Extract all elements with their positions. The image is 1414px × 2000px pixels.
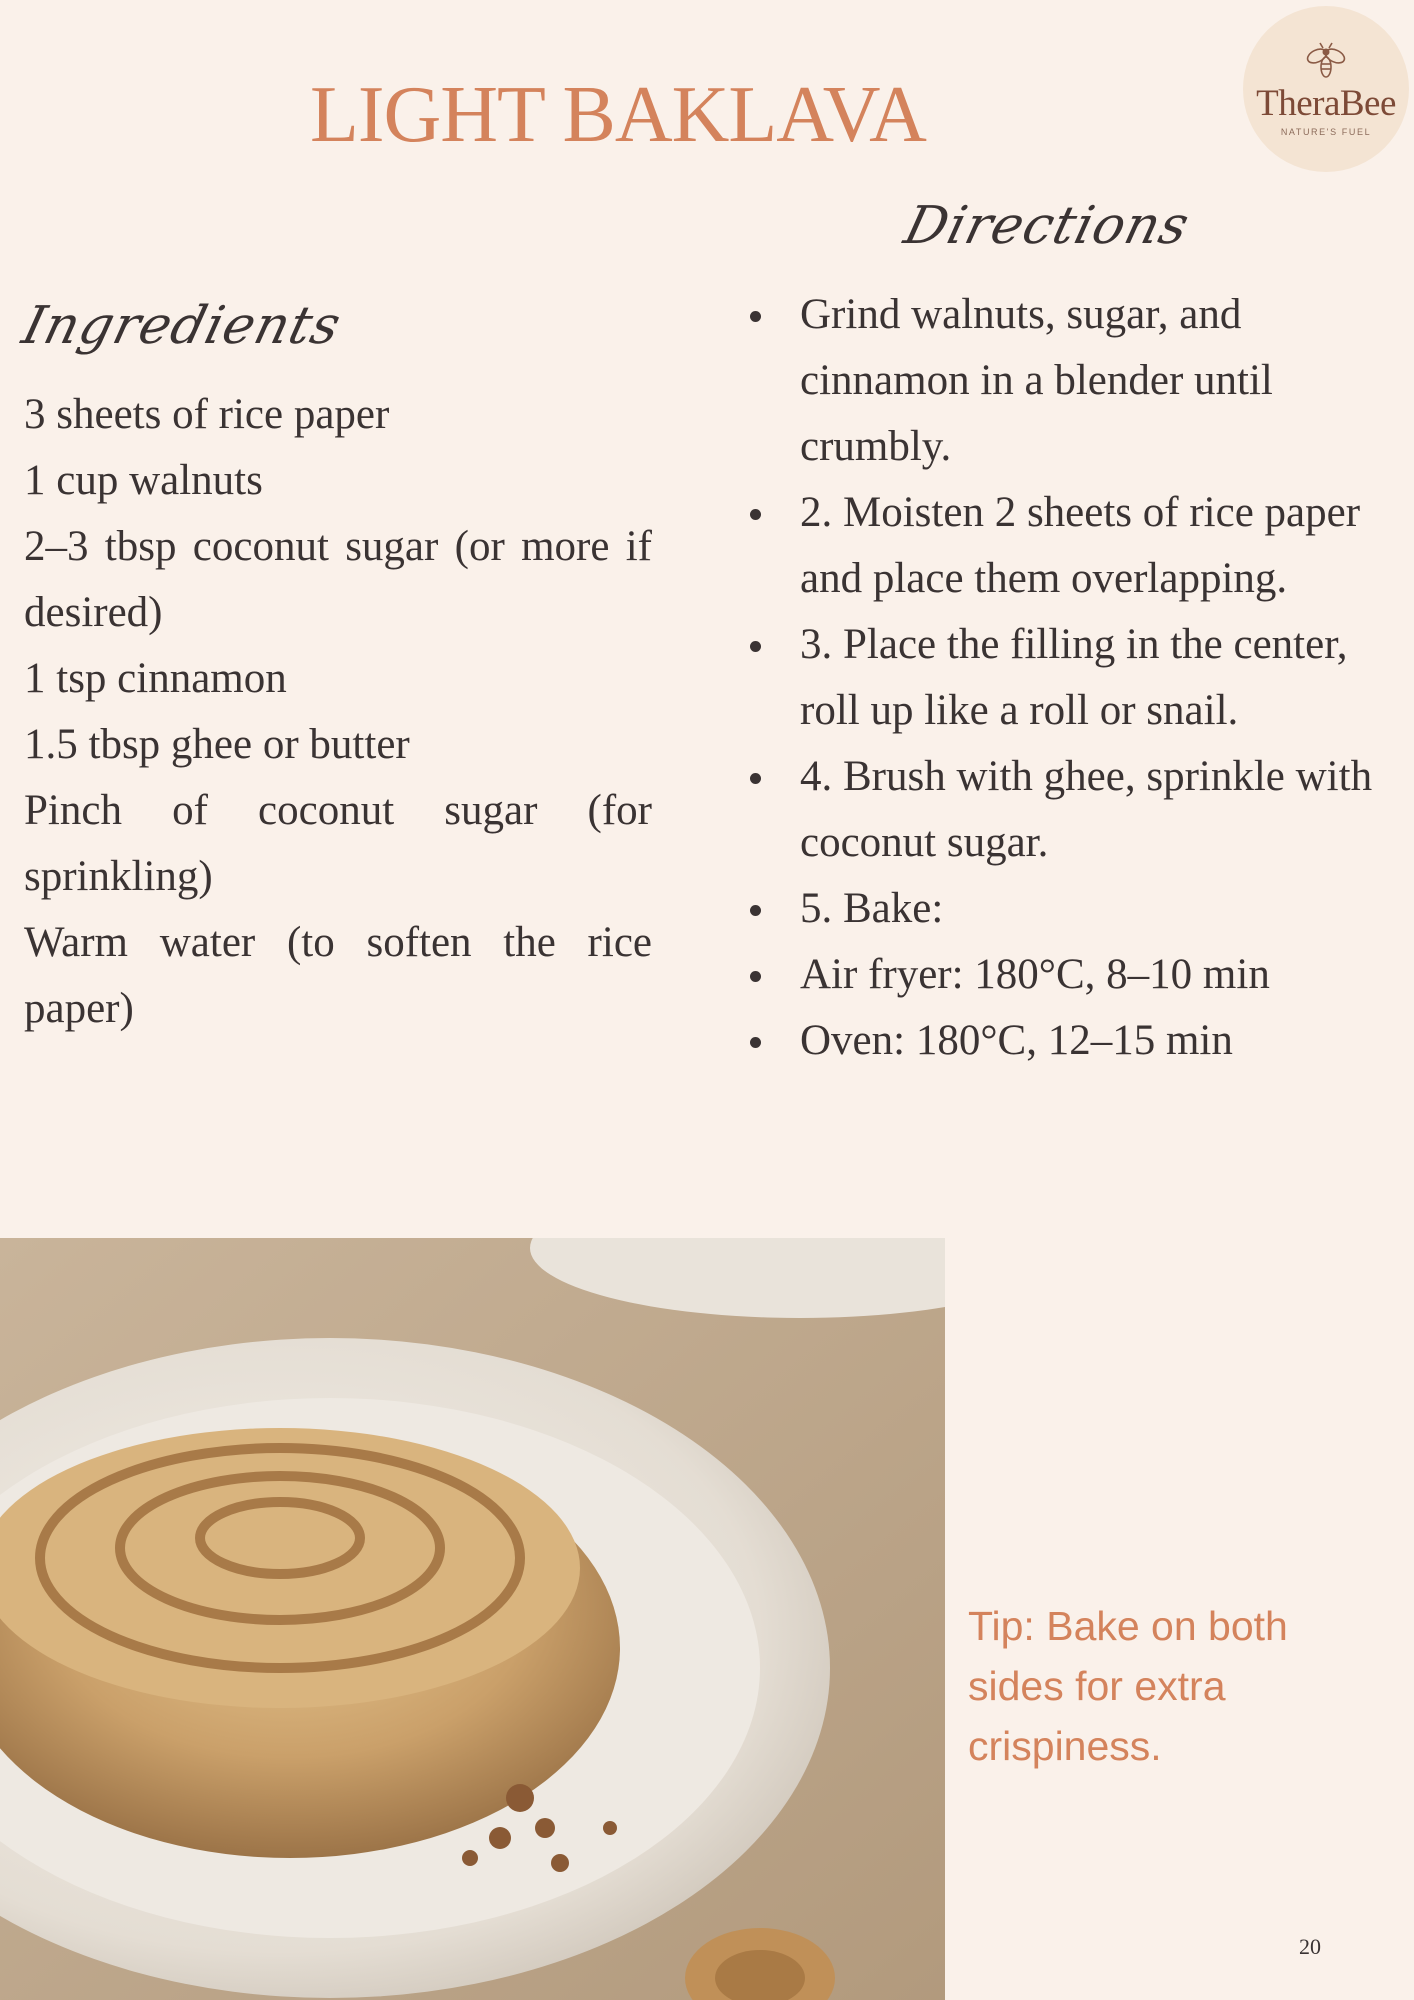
tip-text: Tip: Bake on both sides for extra crispiness. (968, 1603, 1288, 1769)
ingredient-item: Warm water (to soften the rice paper) (24, 919, 652, 1032)
page-title: LIGHT BAKLAVA (310, 71, 926, 159)
ingredient-item: 1 cup walnuts (24, 457, 263, 504)
direction-text: 4. Brush with ghee, sprinkle with coconut sugar. (800, 753, 1373, 866)
logo-brand: TheraBee (1256, 83, 1396, 124)
bee-icon (1305, 42, 1347, 82)
direction-step (740, 942, 1390, 1008)
therabee-logo (1243, 6, 1409, 172)
direction-text: 5. Bake: (800, 885, 944, 932)
ingredient-item: Pinch of coconut sugar (for sprinkling) (24, 787, 652, 900)
ingredients-list (24, 382, 652, 1042)
ingredient-item: 1.5 tbsp ghee or butter (24, 721, 410, 768)
ingredient-item: 3 sheets of rice paper (24, 391, 390, 438)
direction-text: Oven: 180°C, 12–15 min (800, 1017, 1233, 1064)
direction-step (740, 1008, 1390, 1074)
ingredients-heading: Ingredients (16, 296, 348, 356)
direction-step (740, 612, 1390, 744)
direction-text: 2. Moisten 2 sheets of rice paper and place them overlapping. (800, 489, 1361, 602)
ingredient-item: 1 tsp cinnamon (24, 655, 287, 702)
baklava-photo (0, 1238, 945, 2000)
direction-step (740, 876, 1390, 942)
ingredient-item: 2–3 tbsp coconut sugar (or more if desired) (24, 523, 652, 636)
direction-step (740, 744, 1390, 876)
direction-text: 3. Place the filling in the center, roll up like a roll or snail. (800, 621, 1348, 734)
page-number: 20 (1299, 1934, 1321, 1959)
direction-step (740, 282, 1390, 480)
direction-step (740, 480, 1390, 612)
directions-list (740, 282, 1390, 1074)
direction-text: Air fryer: 180°C, 8–10 min (800, 951, 1270, 998)
direction-text: Grind walnuts, sugar, and cinnamon in a blender until crumbly. (800, 291, 1273, 470)
directions-heading: Directions (898, 196, 1196, 256)
logo-tagline: NATURE'S FUEL (1280, 127, 1372, 137)
